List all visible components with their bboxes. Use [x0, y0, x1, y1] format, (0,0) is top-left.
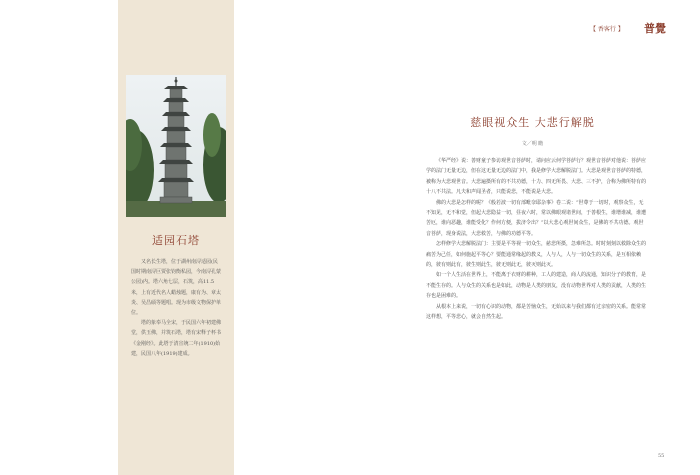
article-paragraph: 《华严经》说：善财童子参访观世音菩萨时，请问应云何学菩萨行？观世音菩萨对他说：菩萨应学的法门无量无边，但在这无量无边的法门中，我是修学大悲解脱法门。大悲是观世音菩萨的特德，被称为大悲观世音。大悲遍摄所有的不共功德，十力、四无所畏、大悲、三不护，合称为佛所特有的十八不共法。凡夫和声闻圣者，只能说悲，不能说是大悲。: [426, 158, 647, 196]
article-title: 慈眼视众生 大悲行解脱: [470, 116, 595, 129]
header-column-tag: [590, 12, 686, 38]
article-paragraph: 怎样修学大悲解脱法门：主要是平等视一切众生，慈悲所摄，急难所急。时时刻刻以救除众生的痛苦为己任，如何施起平等心？要能通常缘起的教义，人与人，人与一切众生的关系，是互相依赖的，彼有则此有，彼生则此生，彼无则此无，彼灭则此灭。: [426, 241, 647, 269]
article-paragraph: 如一个人生活在世界上，不能离于衣财的耕种，工人的建造，商人的流通，知识分子的教育，是不能生存的。人与众生的关系也是如此，动物是人类的朋友，没有动物世界对人类的贡献，人类的生存也是困难的。: [426, 272, 647, 300]
sidebar-paragraph: 塔的象奉马全宋，于民国六年初建佛堂，供玉佛，并筑石塔，塔有宋释子杯书《金刚经》。此塔于清宣统二年(1910)始建，民国八年(1919)建成。: [131, 320, 222, 357]
magazine-logo: 普覺: [644, 22, 666, 35]
page-number: 55: [658, 453, 665, 459]
left-page-blank: [0, 0, 118, 475]
article-paragraph: 从根本上来说，一切有心识的动物，都是苦恼众生，无始以来与我们都有过亲密的关系。能常常这样想，平等悲心，就会自然生起。: [426, 303, 647, 321]
article-paragraph: 佛的大悲是怎样的呢？《般若波一切有部毗奈耶杂事》卷二说：“世尊于一切时，观察众生，无不知见，无不和觉，但起大悲隐益一切，昼夜六时，常以佛眼观诸世间，于善根生，谁增谁减，谁遭苦厄，谁向恶趣，谁能受化？作何方便，拔济令出？”以大悲心观世间众生，是佛的不共功德。观世音菩萨，现身说法，大悲救苦，与佛的功德平等。: [426, 199, 647, 237]
article-body: [426, 156, 646, 323]
pagoda-photo: [126, 75, 226, 217]
article-byline: 文／明 瞻: [521, 141, 544, 147]
sidebar-body: [131, 257, 222, 359]
sidebar-paragraph: 又名长生塔，位于湖州南浔适园(民国时期南浔巨贾张钧衡私园，今南浔孔蒙公园)内。塔六角七层，石筑，高11.5米，上有近代名人蜡烛题，康有为、章太炎、吴昌硕等题唱。现为市级文物保护单位。: [131, 259, 222, 317]
sidebar-title: 适园石塔: [152, 234, 200, 247]
column-name: 【 香客行 】: [590, 26, 624, 33]
